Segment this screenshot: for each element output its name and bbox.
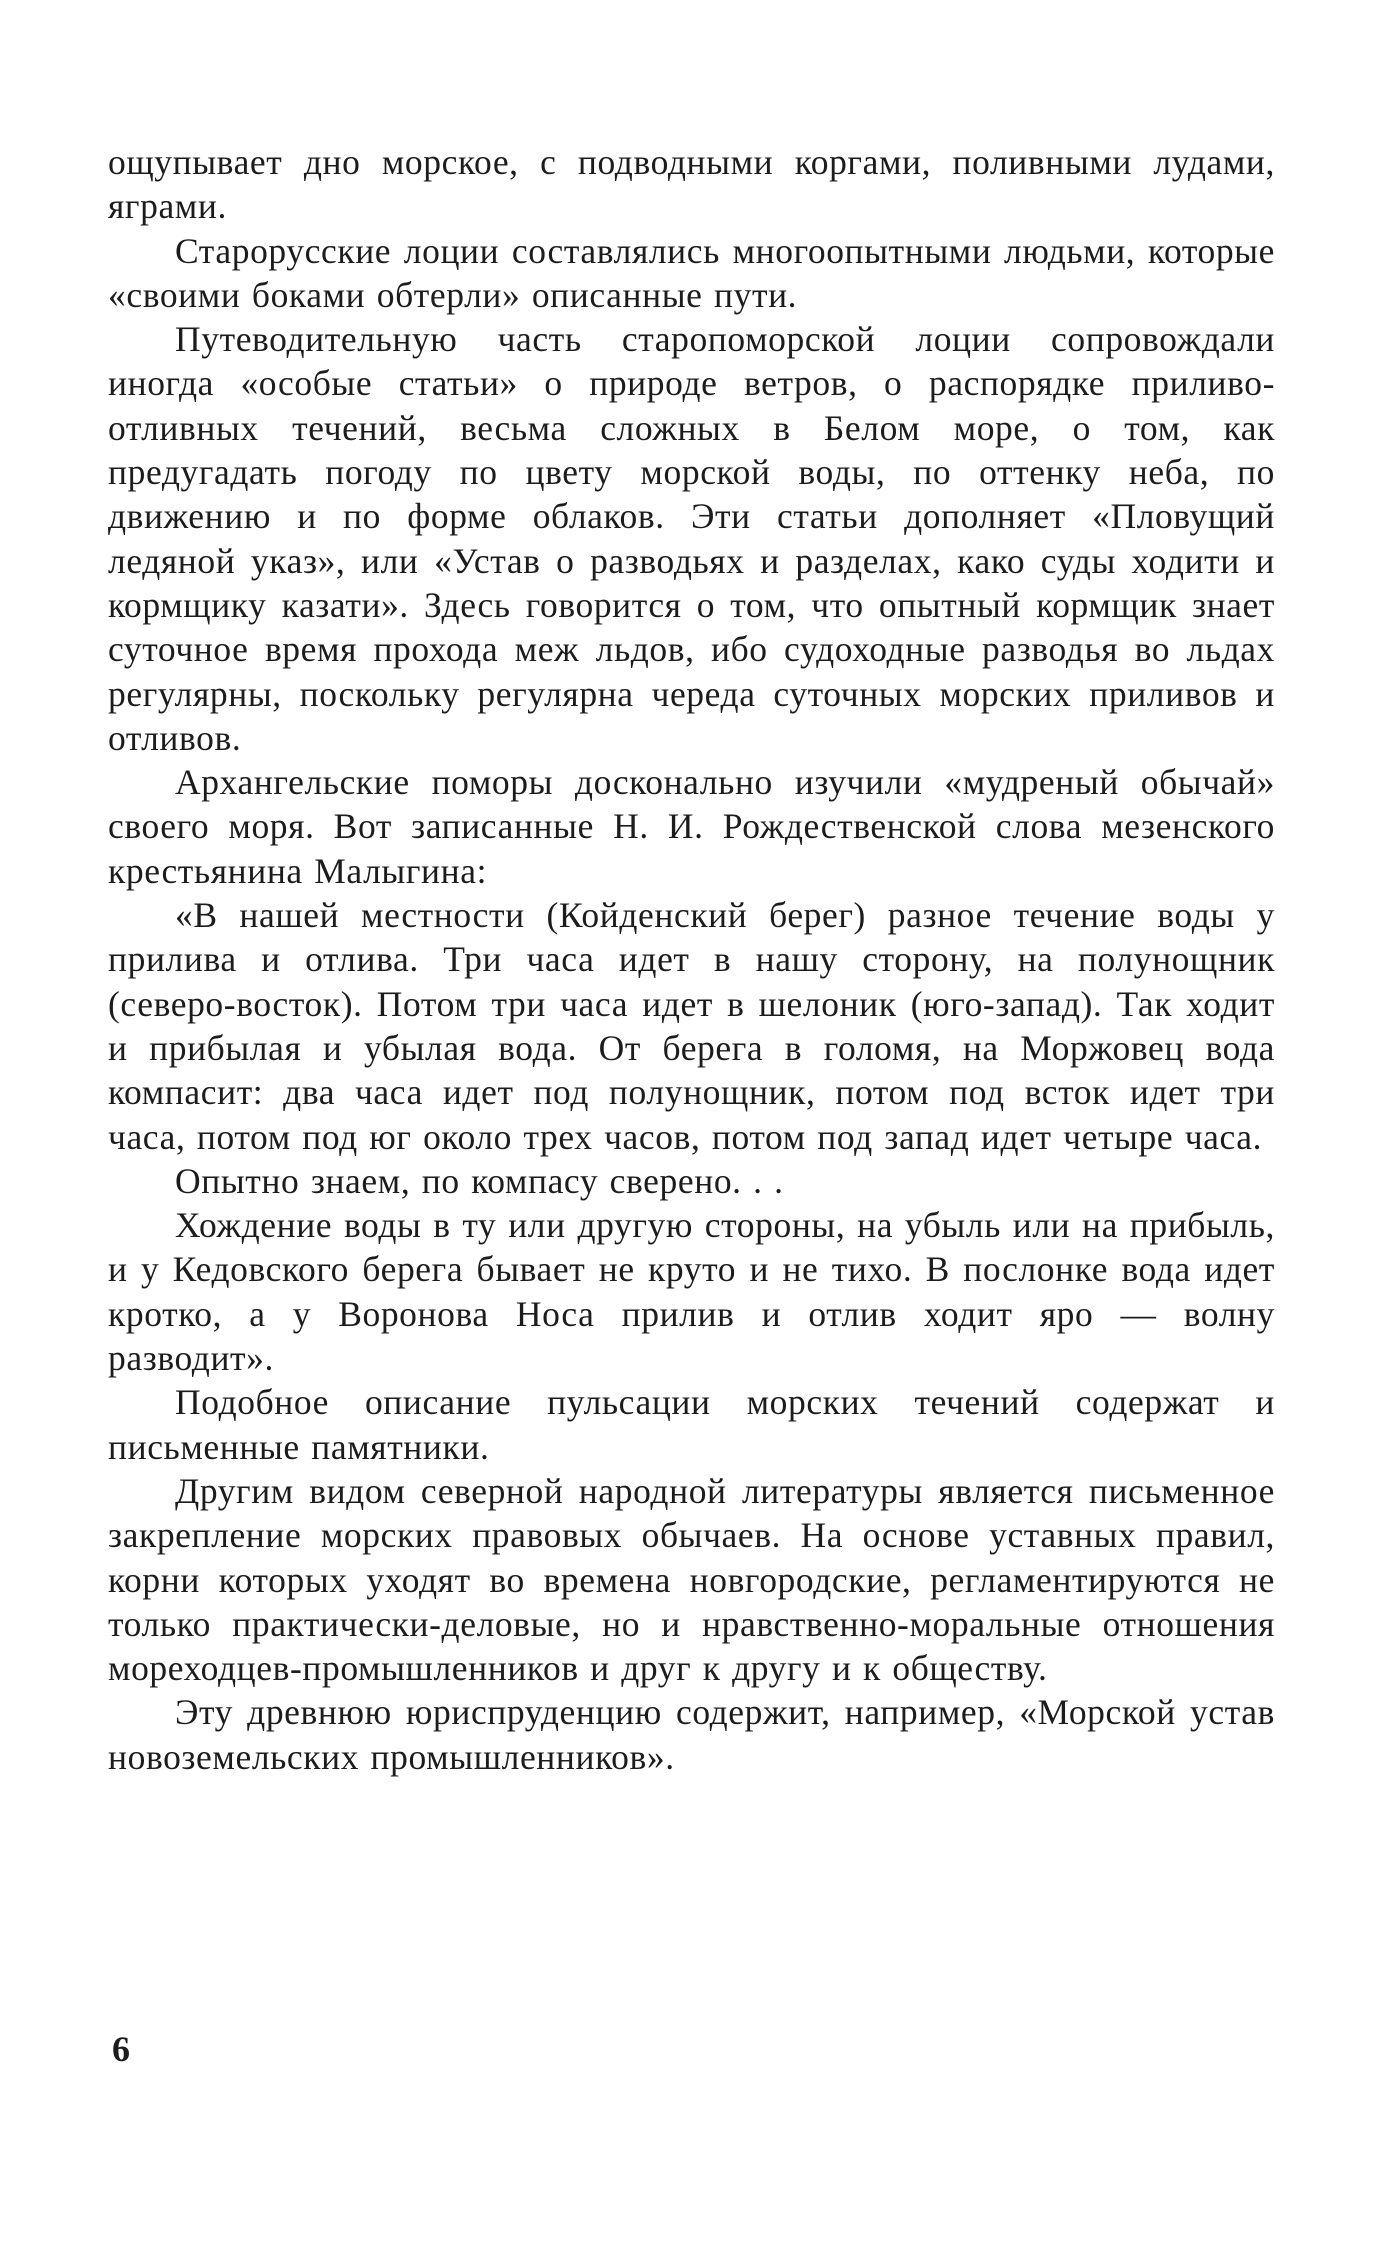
page-body [108, 140, 1275, 1779]
paragraph: Подобное описание пульсации морских течений содержат и письменные памятники. [108, 1382, 1275, 1467]
quote-paragraph: Опытно знаем, по компасу сверено. . . [175, 1160, 784, 1201]
quote-paragraph: «В нашей местности (Койденский берег) разное течение воды у прилива и отлива. Три часа идет в нашу сторону, на полунощник (северо-восток). Потом три часа идет в шелоник (юго-запад). Так ходит и прибылая и убылая вода. От берега в голомя, на Моржовец вода компасит: два часа идет под полунощник, потом под всток идет три часа, потом под юг около трех часов, потом под запад идет четыре часа. [108, 895, 1275, 1157]
quote-paragraph: Хождение воды в ту или другую стороны, на убыль или на прибыль, и у Кедовского берега бывает не круто и не тихо. В послонке вода идет кротко, а у Воронова Носа прилив и отлив ходит яро — волну разводит». [108, 1205, 1275, 1379]
paragraph: Архангельские поморы досконально изучили «мудреный обычай» своего моря. Вот записанные Н. И. Рождественской слова мезенского крестьянина Малыгина: [108, 762, 1275, 891]
paragraph: Эту древнюю юриспруденцию содержит, например, «Морской устав новоземельских промышленников». [108, 1692, 1275, 1777]
paragraph: Путеводительную часть старопоморской лоции сопровождали иногда «особые статьи» о природе ветров, о распорядке приливо-отливных течений, весьма сложных в Белом море, о том, как предугадать погоду по цвету морской воды, по оттенку неба, по движению и по форме облаков. Эти статьи дополняет «Пловущий ледяной указ», или «Устав о разводьях и разделах, како суды ходити и кормщику казати». Здесь говорится о том, что опытный кормщик знает суточное время прохода меж льдов, ибо судоходные разводья во льдах регулярны, поскольку регулярна череда суточных морских приливов и отливов. [108, 319, 1275, 758]
paragraph: Старорусские лоции составлялись многоопытными людьми, которые «своими боками обтерли» описанные пути. [108, 230, 1275, 315]
paragraph: ощупывает дно морское, с подводными коргами, поливными лудами, яграми. [108, 142, 1275, 227]
paragraph: Другим видом северной народной литературы является письменное закрепление морских правовых обычаев. На основе уставных правил, корни которых уходят во времена новгородские, регламентируются не только практически-деловые, но и нравственно-моральные отношения мореходцев-промышленников и друг к другу и к обществу. [108, 1470, 1275, 1689]
page-number: 6 [112, 2029, 130, 2069]
